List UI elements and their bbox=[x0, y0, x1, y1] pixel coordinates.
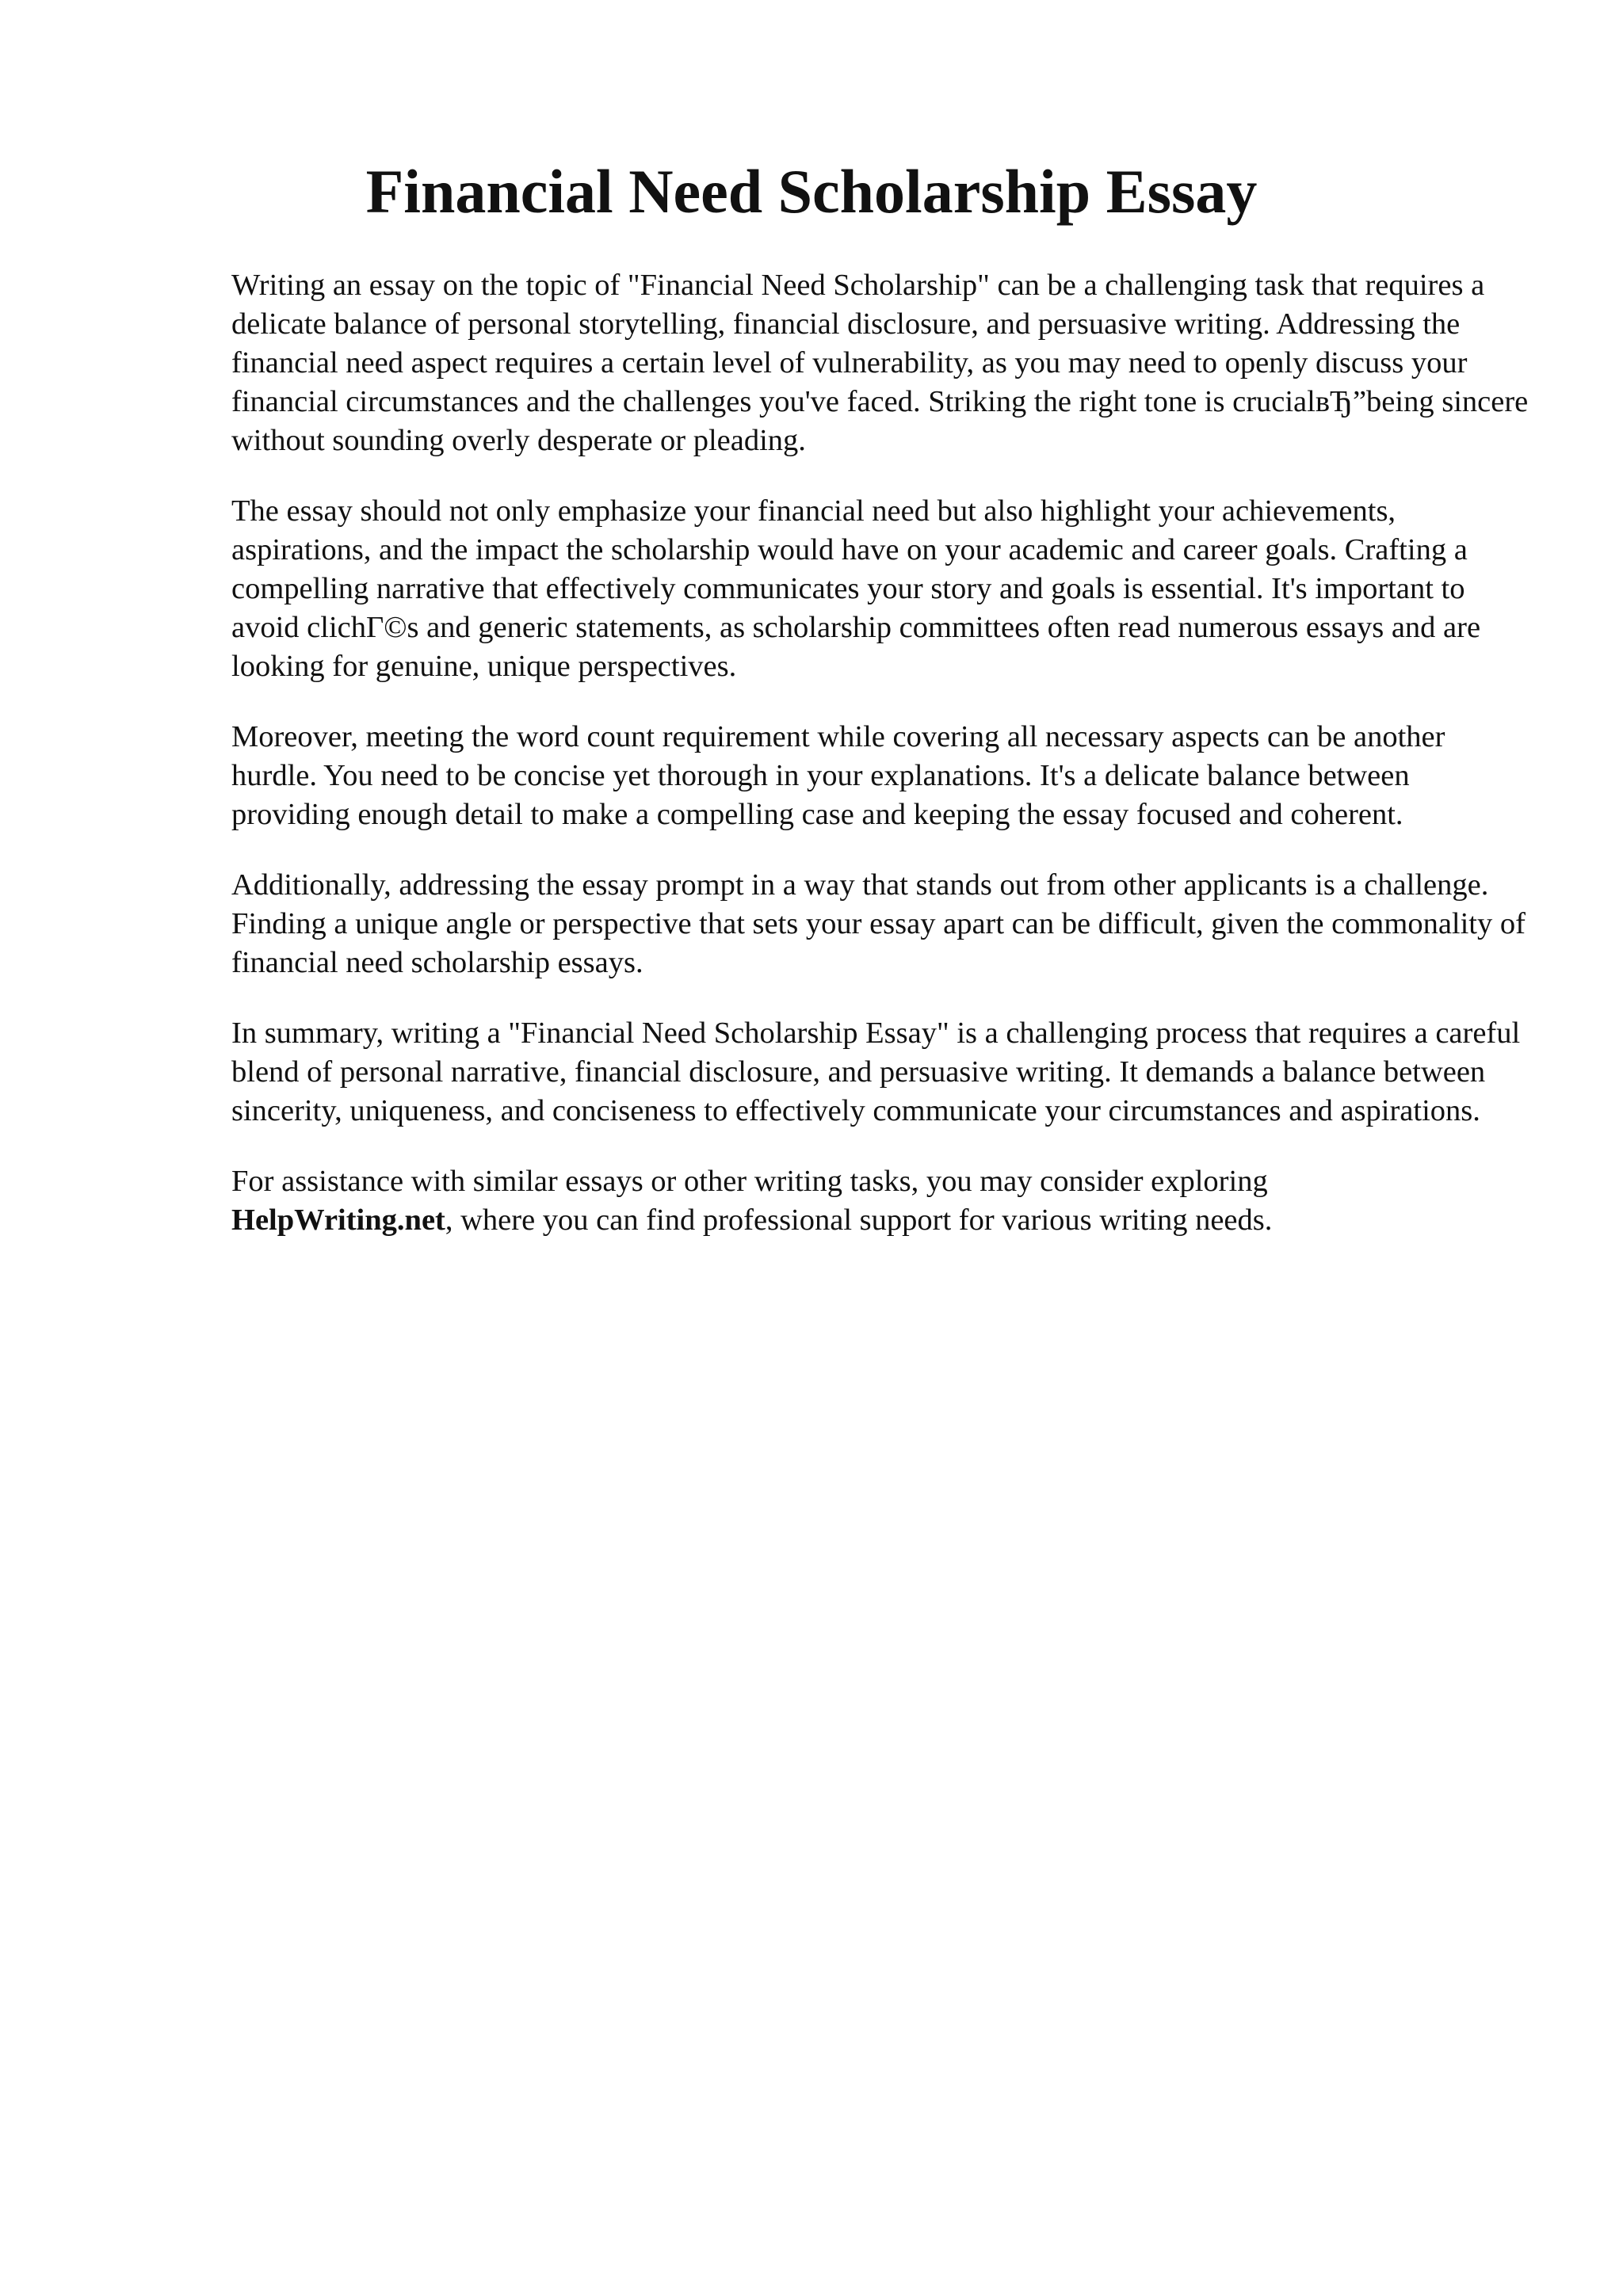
paragraph-5: In summary, writing a "Financial Need Scholarship Essay" is a challenging process that requires a careful blend of personal narrative, financial disclosure, and persuasive writing. It demands a balance between sincerity, uniqueness, and conciseness to effectively communicate your circumstances and aspirations. bbox=[231, 1016, 1521, 1127]
closing-intro: For assistance with similar essays or other writing tasks, you may consider exploring bbox=[231, 1165, 1268, 1198]
document-title: Financial Need Scholarship Essay bbox=[365, 157, 1258, 226]
closing-outro: , where you can find professional support for various writing needs. bbox=[445, 1203, 1273, 1237]
paragraph-2: The essay should not only emphasize your financial need but also highlight your achievements, aspirations, and the impact the scholarship would have on your academic and career goals. Crafting a compelling narrative that effectively communicates your story and goals is essential. It's important to avoid clichГ©s and generic statements, as scholarship committees often read numerous essays and are looking for genuine, unique perspectives. bbox=[231, 494, 1481, 683]
brand-name: HelpWriting.net bbox=[231, 1203, 445, 1237]
paragraph-4: Additionally, addressing the essay prompt in a way that stands out from other applicants is a challenge. Finding a unique angle or perspective that sets your essay apart can be difficult, given the commonality of financial need scholarship essays. bbox=[231, 868, 1526, 979]
paragraph-1: Writing an essay on the topic of "Financial Need Scholarship" can be a challenging task that requires a delicate balance of personal storytelling, financial disclosure, and persuasive writing. Addressing the financial need aspect requires a certain level of vulnerability, as you may need to openly discuss your financial circumstances and the challenges you've faced. Striking the right tone is crucialвЂ”being sincere without sounding overly desperate or pleading. bbox=[231, 269, 1529, 457]
paragraph-3: Moreover, meeting the word count requirement while covering all necessary aspects can be another hurdle. You need to be concise yet thorough in your explanations. It's a delicate balance between providing enough detail to make a compelling case and keeping the essay focused and coherent. bbox=[231, 720, 1445, 831]
closing-paragraph bbox=[231, 1162, 1531, 1240]
document-body bbox=[231, 266, 1531, 1272]
